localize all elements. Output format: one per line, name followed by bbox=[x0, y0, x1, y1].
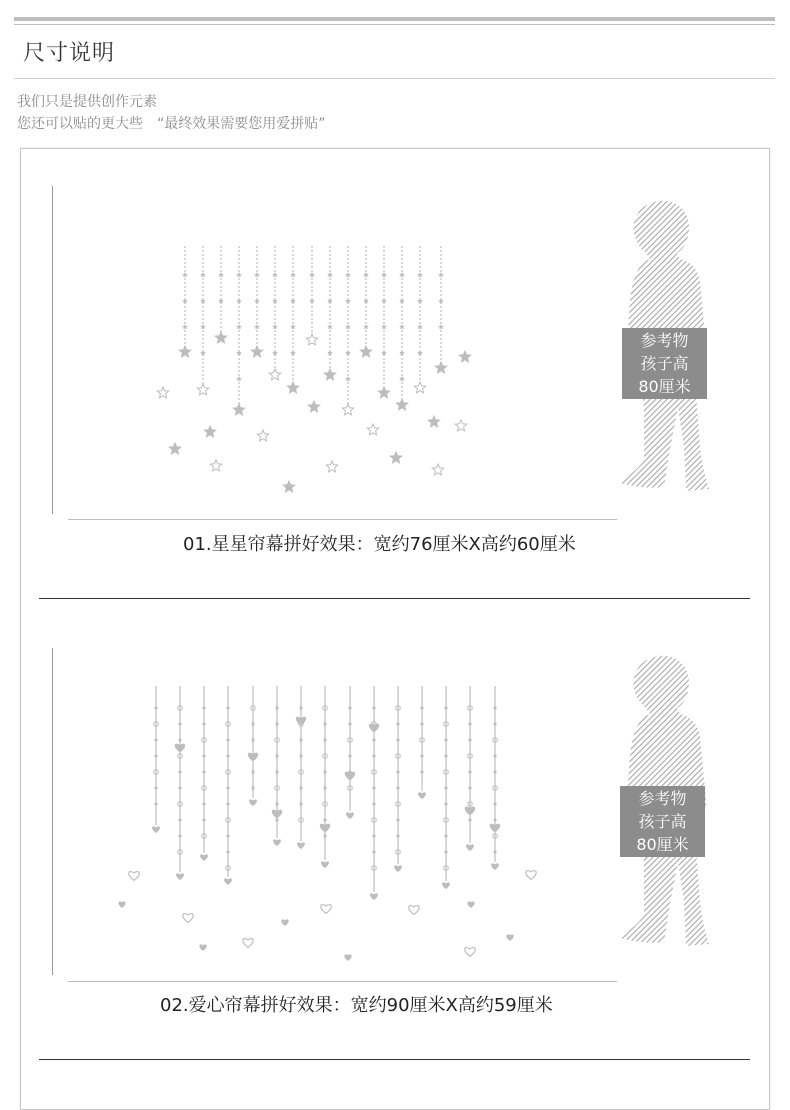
bead-icon bbox=[493, 754, 496, 757]
heart-icon bbox=[321, 905, 331, 914]
bead-icon bbox=[299, 706, 302, 709]
bead-icon bbox=[493, 850, 496, 853]
bead-icon bbox=[299, 738, 302, 741]
heart-icon bbox=[296, 717, 306, 726]
heart-icon bbox=[442, 882, 450, 889]
bead-icon bbox=[372, 754, 375, 757]
reference-height: 80厘米 bbox=[636, 835, 689, 854]
heart-icon bbox=[176, 873, 184, 880]
heart-icon bbox=[248, 753, 258, 762]
bead-icon bbox=[348, 706, 351, 709]
bead-icon bbox=[323, 786, 326, 789]
heart-icon bbox=[526, 871, 536, 880]
bead-icon bbox=[154, 802, 157, 805]
heart-icon bbox=[249, 799, 257, 806]
reference-label: 参考物 bbox=[638, 789, 687, 808]
bead-icon bbox=[202, 770, 205, 773]
bead-icon bbox=[154, 706, 157, 709]
bead-icon bbox=[251, 770, 254, 773]
bead-icon bbox=[444, 802, 447, 805]
heart-icon bbox=[224, 878, 232, 885]
heart-icon bbox=[409, 906, 419, 915]
heart-icon bbox=[183, 914, 193, 923]
bead-icon bbox=[299, 802, 302, 805]
bead-icon bbox=[323, 834, 326, 837]
heart-icon bbox=[243, 939, 253, 948]
bead-icon bbox=[468, 818, 471, 821]
bead-icon bbox=[444, 738, 447, 741]
heart-icon bbox=[200, 854, 208, 861]
bead-icon bbox=[396, 722, 399, 725]
bead-icon bbox=[396, 738, 399, 741]
bead-icon bbox=[226, 754, 229, 757]
intro-line-1: 我们只是提供创作元素 bbox=[17, 94, 157, 110]
heart-icon bbox=[152, 826, 160, 833]
bead-icon bbox=[275, 770, 278, 773]
bead-icon bbox=[202, 754, 205, 757]
heart-icon bbox=[507, 935, 513, 940]
bead-icon bbox=[493, 706, 496, 709]
bead-icon bbox=[444, 834, 447, 837]
bead-icon bbox=[202, 818, 205, 821]
bead-icon bbox=[178, 786, 181, 789]
section-caption: 01.星星帘幕拼好效果：宽约76厘米X高约60厘米 bbox=[183, 534, 576, 555]
bead-icon bbox=[348, 722, 351, 725]
bead-icon bbox=[226, 850, 229, 853]
reference-child-label: 孩子高 bbox=[640, 354, 689, 373]
bead-icon bbox=[372, 706, 375, 709]
bead-icon bbox=[323, 738, 326, 741]
bead-icon bbox=[468, 722, 471, 725]
bead-icon bbox=[178, 738, 181, 741]
bead-icon bbox=[372, 834, 375, 837]
bead-icon bbox=[348, 754, 351, 757]
bead-icon bbox=[251, 722, 254, 725]
bead-icon bbox=[444, 706, 447, 709]
bead-icon bbox=[154, 754, 157, 757]
reference-badge bbox=[620, 786, 705, 857]
bead-icon bbox=[178, 834, 181, 837]
bead-icon bbox=[493, 722, 496, 725]
bead-icon bbox=[226, 706, 229, 709]
heart-icon bbox=[119, 902, 125, 907]
bead-icon bbox=[226, 834, 229, 837]
bead-icon bbox=[468, 786, 471, 789]
bead-icon bbox=[226, 802, 229, 805]
bead-icon bbox=[202, 802, 205, 805]
heart-icon bbox=[320, 824, 330, 833]
bead-icon bbox=[226, 738, 229, 741]
bead-icon bbox=[275, 802, 278, 805]
heart-icon bbox=[200, 945, 206, 950]
heart-icon bbox=[346, 812, 354, 819]
bead-icon bbox=[444, 754, 447, 757]
bead-icon bbox=[178, 818, 181, 821]
reference-label: 参考物 bbox=[640, 331, 689, 350]
bead-icon bbox=[275, 818, 278, 821]
bead-icon bbox=[493, 818, 496, 821]
bead-icon bbox=[396, 818, 399, 821]
bead-icon bbox=[372, 786, 375, 789]
bead-icon bbox=[275, 722, 278, 725]
bead-icon bbox=[251, 786, 254, 789]
reference-height: 80厘米 bbox=[638, 377, 691, 396]
bead-icon bbox=[420, 706, 423, 709]
intro-line-2: 您还可以贴的更大些 “最终效果需要您用爱拼贴” bbox=[17, 116, 326, 132]
bead-icon bbox=[372, 802, 375, 805]
heart-icon bbox=[394, 865, 402, 872]
bead-icon bbox=[275, 706, 278, 709]
bead-icon bbox=[420, 722, 423, 725]
bead-icon bbox=[444, 786, 447, 789]
heart-icon bbox=[175, 744, 185, 753]
heart-icon bbox=[282, 920, 288, 925]
heart-icon bbox=[297, 842, 305, 849]
heart-icon bbox=[490, 824, 500, 833]
heart-icon bbox=[369, 724, 379, 733]
bead-icon bbox=[323, 818, 326, 821]
bead-icon bbox=[323, 770, 326, 773]
heart-icon bbox=[491, 863, 499, 870]
bead-icon bbox=[178, 770, 181, 773]
bead-icon bbox=[468, 738, 471, 741]
heart-icon bbox=[273, 839, 281, 846]
heart-icon bbox=[129, 872, 139, 881]
bead-icon bbox=[420, 754, 423, 757]
bead-icon bbox=[154, 786, 157, 789]
heart-icon bbox=[345, 772, 355, 781]
bead-icon bbox=[444, 850, 447, 853]
bead-icon bbox=[202, 706, 205, 709]
bead-icon bbox=[178, 722, 181, 725]
bead-icon bbox=[372, 738, 375, 741]
section-divider bbox=[39, 1059, 750, 1060]
heart-icon bbox=[345, 955, 351, 960]
reference-child-label: 孩子高 bbox=[638, 812, 687, 831]
bead-icon bbox=[154, 738, 157, 741]
bead-icon bbox=[396, 834, 399, 837]
bead-icon bbox=[372, 850, 375, 853]
bead-icon bbox=[299, 786, 302, 789]
heart-icon bbox=[321, 861, 329, 868]
heart-icon bbox=[468, 902, 474, 907]
bead-icon bbox=[493, 802, 496, 805]
bead-icon bbox=[251, 738, 254, 741]
bead-icon bbox=[420, 770, 423, 773]
bead-icon bbox=[396, 786, 399, 789]
heart-icon bbox=[465, 807, 475, 816]
heart-icon bbox=[465, 948, 475, 957]
heart-icon bbox=[418, 792, 426, 799]
heart-icon bbox=[466, 844, 474, 851]
bead-icon bbox=[299, 754, 302, 757]
bead-icon bbox=[396, 770, 399, 773]
bead-icon bbox=[275, 754, 278, 757]
bead-icon bbox=[323, 722, 326, 725]
heart-icon bbox=[272, 810, 282, 819]
page-title: 尺寸说明 bbox=[23, 41, 116, 66]
section-caption: 02.爱心帘幕拼好效果：宽约90厘米X高约59厘米 bbox=[160, 995, 553, 1016]
heart-icon bbox=[370, 893, 378, 900]
bead-icon bbox=[226, 786, 229, 789]
bead-icon bbox=[468, 770, 471, 773]
bead-icon bbox=[493, 770, 496, 773]
bead-icon bbox=[202, 722, 205, 725]
